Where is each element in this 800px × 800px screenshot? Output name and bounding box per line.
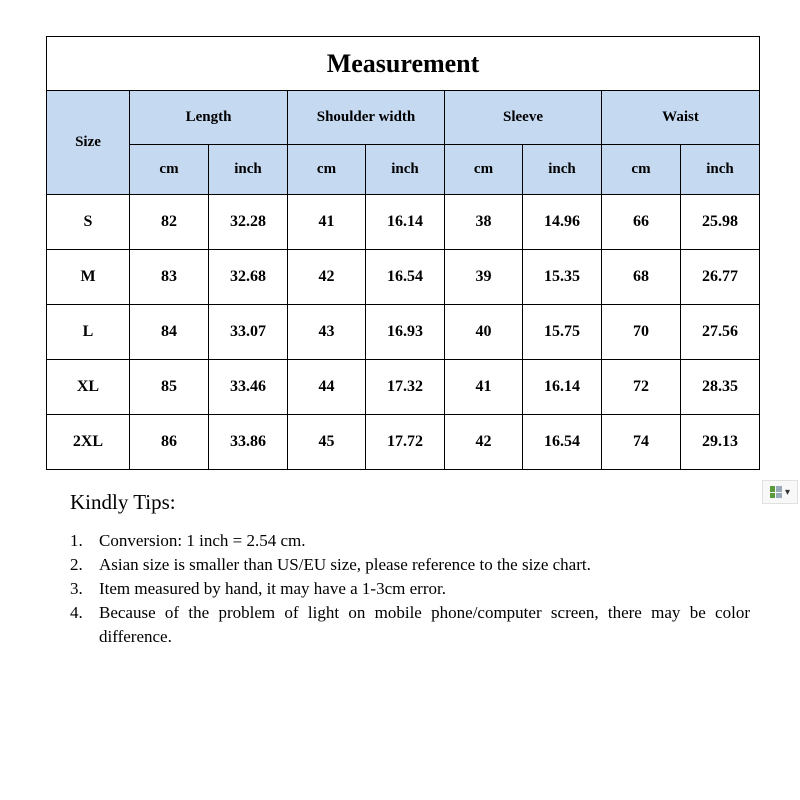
measurement-cell: 84 (130, 305, 209, 360)
measurement-cell: 16.54 (523, 415, 602, 470)
measurement-cell: 28.35 (681, 360, 760, 415)
unit-header: cm (288, 145, 366, 195)
measurement-cell: 66 (602, 195, 681, 250)
measurement-cell: 86 (130, 415, 209, 470)
size-label-cell: XL (47, 360, 130, 415)
size-label-cell: 2XL (47, 415, 130, 470)
measurement-cell: 68 (602, 250, 681, 305)
tip-text: Item measured by hand, it may have a 1-3cm error. (99, 579, 446, 598)
paste-options-icon[interactable] (762, 480, 798, 504)
measurement-cell: 32.28 (209, 195, 288, 250)
table-row (47, 250, 760, 305)
group-header-sleeve: Sleeve (445, 91, 602, 145)
measurement-cell: 25.98 (681, 195, 760, 250)
measurement-cell: 43 (288, 305, 366, 360)
table-row (47, 195, 760, 250)
measurement-cell: 72 (602, 360, 681, 415)
unit-header: cm (130, 145, 209, 195)
group-header-waist: Waist (602, 91, 760, 145)
measurement-cell: 39 (445, 250, 523, 305)
table-row (47, 415, 760, 470)
measurement-cell: 41 (288, 195, 366, 250)
tip-item (70, 529, 750, 553)
measurement-cell: 16.14 (523, 360, 602, 415)
tips-list (70, 529, 750, 649)
size-header: Size (47, 91, 130, 195)
measurement-cell: 70 (602, 305, 681, 360)
measurement-cell: 41 (445, 360, 523, 415)
measurement-cell: 17.32 (366, 360, 445, 415)
table-title: Measurement (47, 37, 760, 91)
measurement-cell: 29.13 (681, 415, 760, 470)
measurement-cell: 44 (288, 360, 366, 415)
unit-header: cm (602, 145, 681, 195)
unit-header: inch (523, 145, 602, 195)
measurement-cell: 26.77 (681, 250, 760, 305)
tip-text: Conversion: 1 inch = 2.54 cm. (99, 531, 306, 550)
unit-header: inch (681, 145, 760, 195)
tip-number: 4. (70, 603, 83, 622)
tip-text: Asian size is smaller than US/EU size, please reference to the size chart. (99, 555, 591, 574)
measurement-cell: 74 (602, 415, 681, 470)
measurement-cell: 33.46 (209, 360, 288, 415)
measurement-cell: 33.07 (209, 305, 288, 360)
tip-number: 2. (70, 555, 83, 574)
chevron-down-icon: ▾ (784, 486, 791, 498)
tip-item (70, 577, 750, 601)
size-chart-table (46, 36, 760, 470)
tip-item (70, 553, 750, 577)
size-label-cell: L (47, 305, 130, 360)
table-row (47, 360, 760, 415)
measurement-cell: 27.56 (681, 305, 760, 360)
unit-header: inch (366, 145, 445, 195)
tip-number: 3. (70, 579, 83, 598)
size-label-cell: M (47, 250, 130, 305)
measurement-cell: 83 (130, 250, 209, 305)
table-row (47, 305, 760, 360)
measurement-cell: 45 (288, 415, 366, 470)
measurement-cell: 40 (445, 305, 523, 360)
measurement-cell: 38 (445, 195, 523, 250)
measurement-cell: 14.96 (523, 195, 602, 250)
measurement-cell: 42 (288, 250, 366, 305)
measurement-cell: 17.72 (366, 415, 445, 470)
measurement-cell: 15.75 (523, 305, 602, 360)
measurement-cell: 42 (445, 415, 523, 470)
measurement-cell: 85 (130, 360, 209, 415)
measurement-cell: 16.54 (366, 250, 445, 305)
tip-number: 1. (70, 531, 83, 550)
kindly-tips (70, 490, 750, 649)
measurement-cell: 16.93 (366, 305, 445, 360)
size-label-cell: S (47, 195, 130, 250)
unit-header: cm (445, 145, 523, 195)
measurement-cell: 16.14 (366, 195, 445, 250)
tip-text: Because of the problem of light on mobile phone/computer screen, there may be color difference. (99, 603, 750, 646)
group-header-shoulder-width: Shoulder width (288, 91, 445, 145)
unit-header: inch (209, 145, 288, 195)
tips-title: Kindly Tips: (70, 490, 176, 514)
measurement-cell: 15.35 (523, 250, 602, 305)
measurement-cell: 33.86 (209, 415, 288, 470)
measurement-cell: 32.68 (209, 250, 288, 305)
measurement-cell: 82 (130, 195, 209, 250)
group-header-length: Length (130, 91, 288, 145)
tip-item (70, 601, 750, 649)
